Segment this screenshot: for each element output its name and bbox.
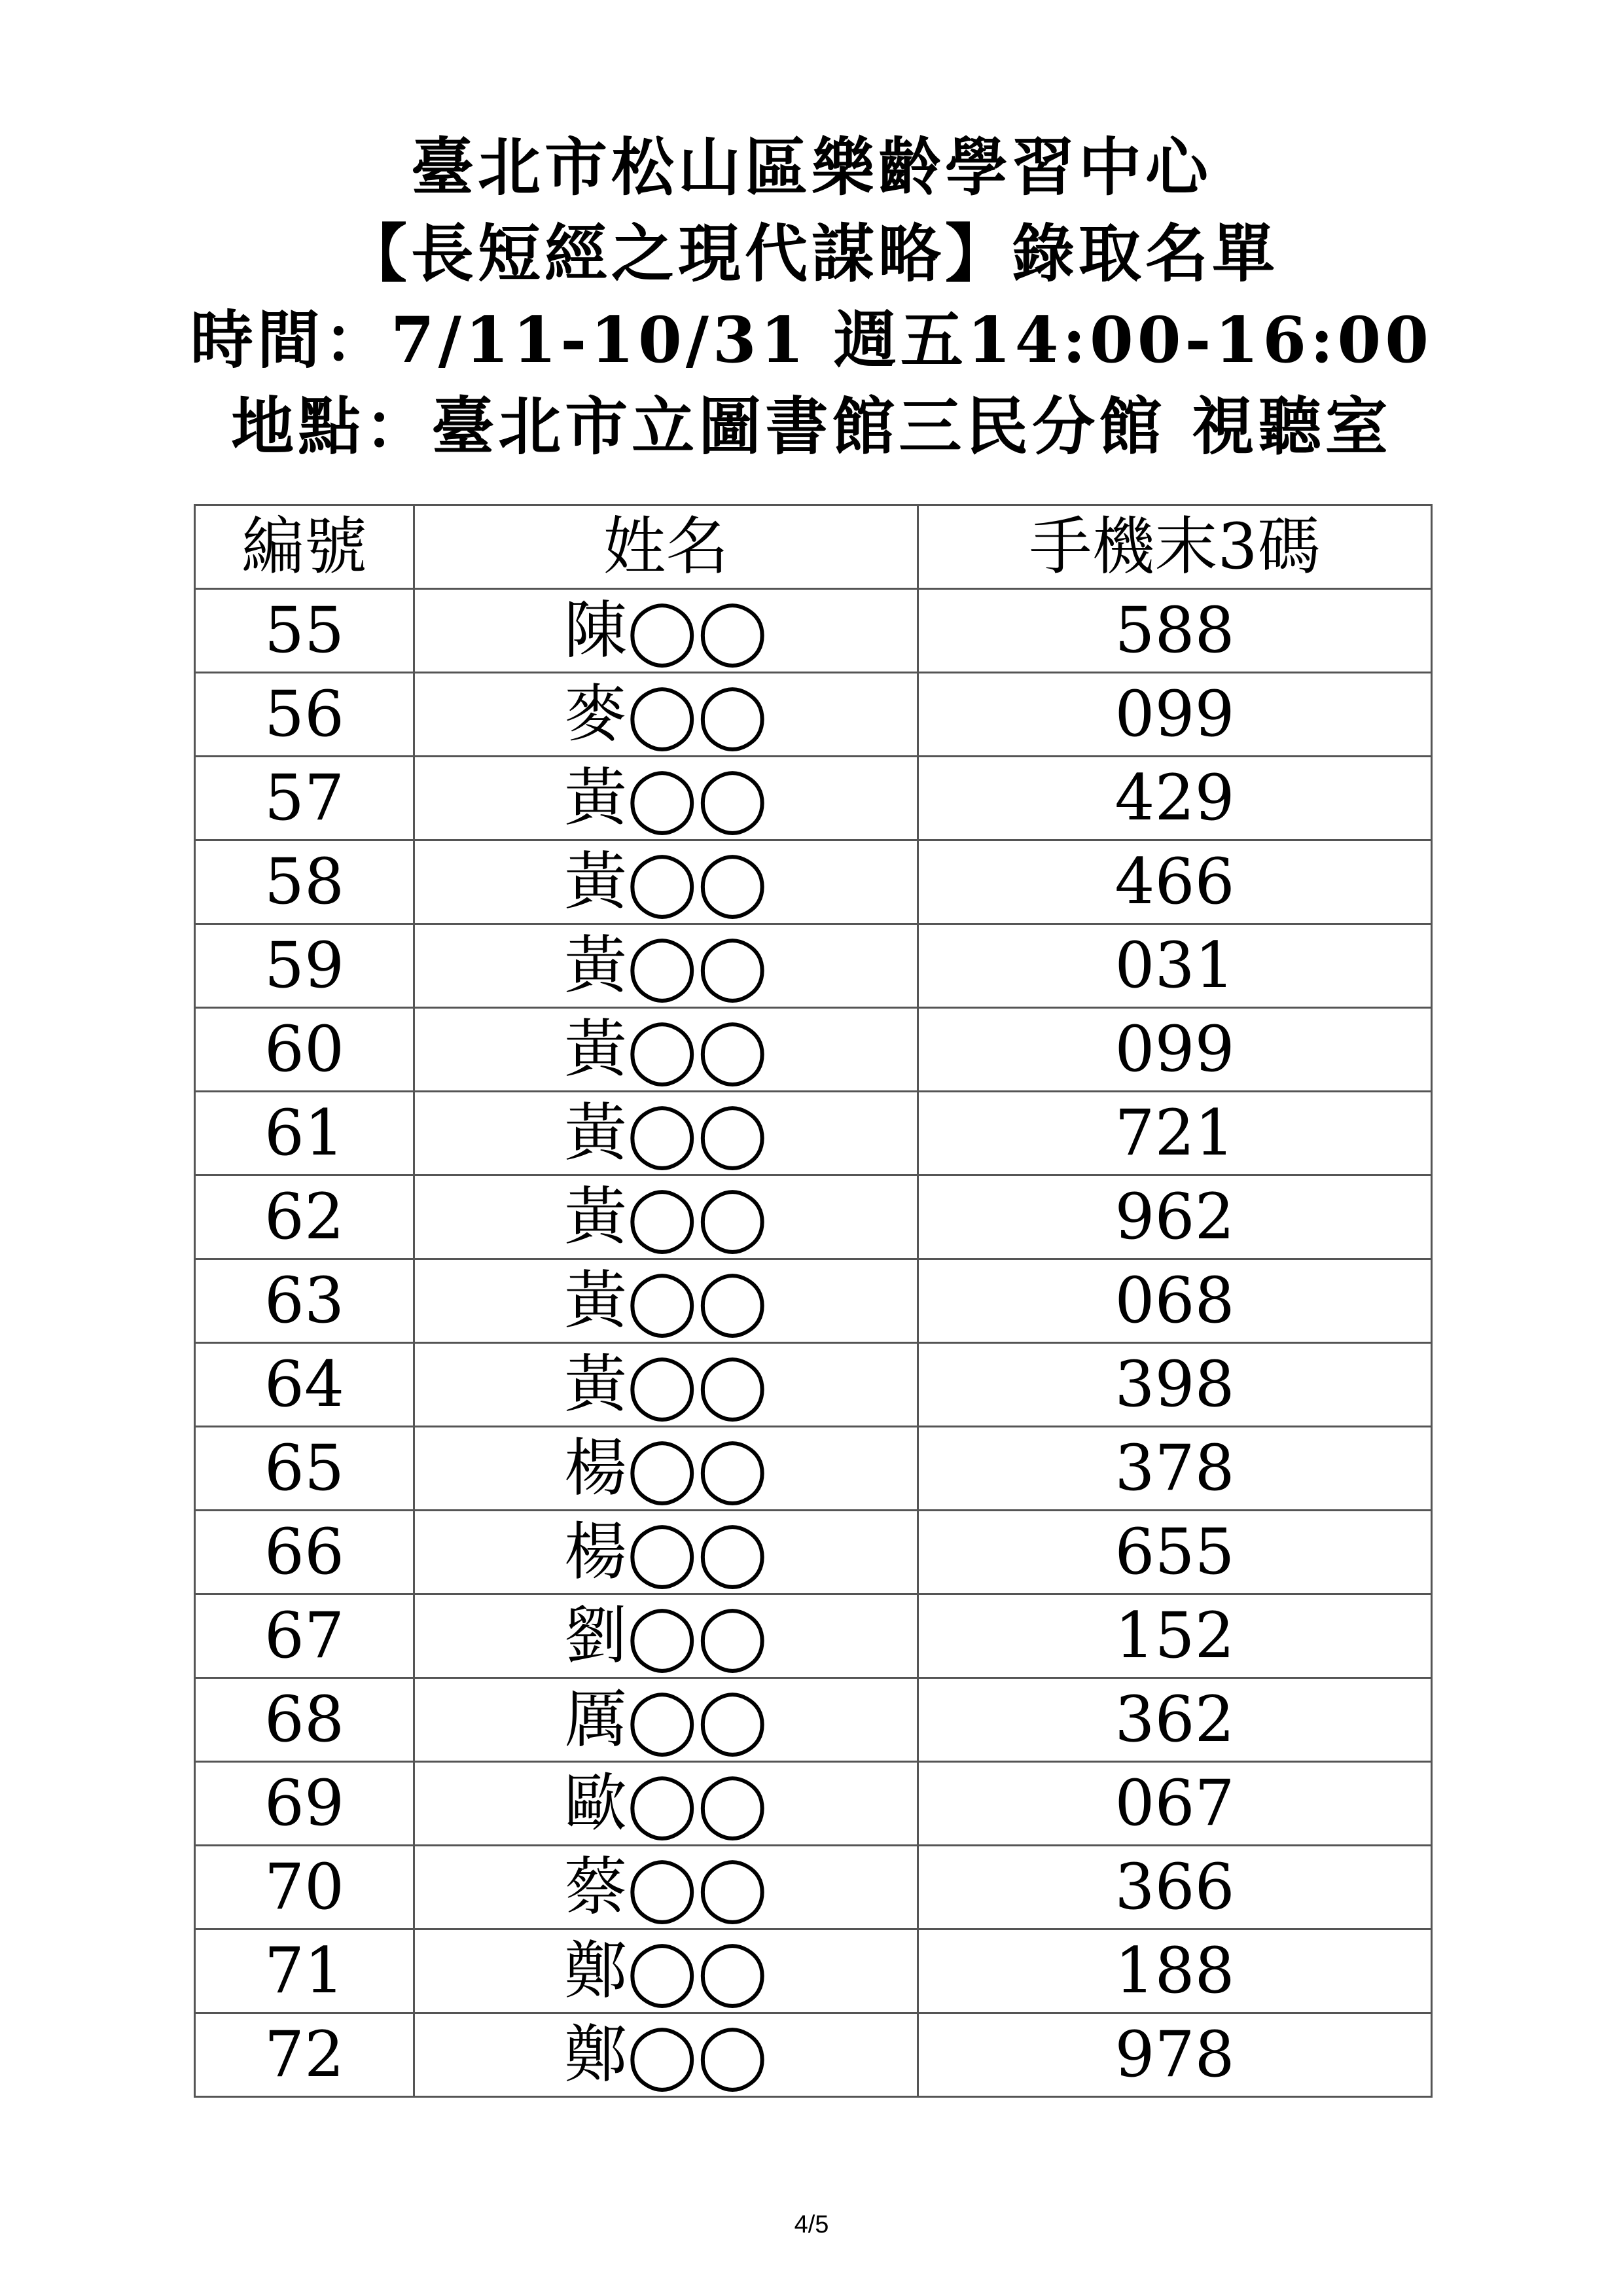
table-row [195,1762,1432,1846]
table-row [195,1259,1432,1343]
cell-name: 黃◯◯ [414,1092,918,1175]
cell-name: 歐◯◯ [414,1762,918,1846]
cell-phone-last3: 978 [918,2013,1432,2097]
cell-name: 陳◯◯ [414,589,918,673]
cell-name: 鄭◯◯ [414,2013,918,2097]
cell-number: 66 [195,1511,414,1594]
cell-number: 65 [195,1427,414,1511]
admission-table [194,504,1433,2098]
cell-phone-last3: 398 [918,1343,1432,1427]
cell-name: 鄭◯◯ [414,1929,918,2013]
cell-phone-last3: 362 [918,1678,1432,1762]
cell-name: 黃◯◯ [414,924,918,1008]
cell-name: 黃◯◯ [414,1343,918,1427]
table-row [195,1427,1432,1511]
column-header-number: 編號 [195,505,414,589]
table-row [195,1343,1432,1427]
table-header-row [195,505,1432,589]
cell-phone-last3: 099 [918,673,1432,757]
cell-name: 劉◯◯ [414,1594,918,1678]
cell-phone-last3: 067 [918,1762,1432,1846]
cell-name: 黃◯◯ [414,840,918,924]
cell-number: 58 [195,840,414,924]
cell-name: 黃◯◯ [414,1259,918,1343]
cell-name: 黃◯◯ [414,1008,918,1092]
cell-phone-last3: 152 [918,1594,1432,1678]
cell-name: 楊◯◯ [414,1511,918,1594]
table-row [195,1008,1432,1092]
cell-number: 57 [195,757,414,840]
page-number: 4/5 [794,2211,829,2238]
cell-number: 67 [195,1594,414,1678]
table-row [195,924,1432,1008]
course-location: 地點：臺北市立圖書館三民分館 視聽室 [231,389,1392,463]
cell-number: 69 [195,1762,414,1846]
course-title: 【長短經之現代謀略】錄取名單 [344,217,1279,291]
cell-phone-last3: 466 [918,840,1432,924]
cell-name: 黃◯◯ [414,1175,918,1259]
cell-phone-last3: 429 [918,757,1432,840]
cell-number: 61 [195,1092,414,1175]
cell-name: 黃◯◯ [414,757,918,840]
cell-number: 59 [195,924,414,1008]
table-row [195,1929,1432,2013]
cell-number: 62 [195,1175,414,1259]
cell-number: 63 [195,1259,414,1343]
table-row [195,840,1432,924]
table-row [195,1092,1432,1175]
table-row [195,1678,1432,1762]
cell-number: 64 [195,1343,414,1427]
table-row [195,1175,1432,1259]
cell-number: 60 [195,1008,414,1092]
cell-number: 55 [195,589,414,673]
cell-number: 71 [195,1929,414,2013]
cell-phone-last3: 721 [918,1092,1432,1175]
cell-number: 56 [195,673,414,757]
table-row [195,1594,1432,1678]
cell-number: 68 [195,1678,414,1762]
cell-phone-last3: 366 [918,1846,1432,1929]
cell-phone-last3: 962 [918,1175,1432,1259]
table-row [195,2013,1432,2097]
cell-phone-last3: 588 [918,589,1432,673]
column-header-phone: 手機末3碼 [918,505,1432,589]
document-title: 臺北市松山區樂齡學習中心 [411,130,1212,204]
course-time: 時間：7/11-10/31 週五14:00-16:00 [190,303,1433,377]
cell-name: 麥◯◯ [414,673,918,757]
table-row [195,1511,1432,1594]
column-header-name: 姓名 [414,505,918,589]
cell-phone-last3: 031 [918,924,1432,1008]
cell-number: 72 [195,2013,414,2097]
cell-phone-last3: 099 [918,1008,1432,1092]
table-body [195,589,1432,2097]
cell-name: 蔡◯◯ [414,1846,918,1929]
cell-phone-last3: 655 [918,1511,1432,1594]
table-row [195,673,1432,757]
document-header [0,124,1623,470]
cell-number: 70 [195,1846,414,1929]
table-row [195,1846,1432,1929]
table-row [195,757,1432,840]
cell-name: 楊◯◯ [414,1427,918,1511]
table-row [195,589,1432,673]
cell-phone-last3: 068 [918,1259,1432,1343]
cell-phone-last3: 378 [918,1427,1432,1511]
cell-phone-last3: 188 [918,1929,1432,2013]
cell-name: 厲◯◯ [414,1678,918,1762]
